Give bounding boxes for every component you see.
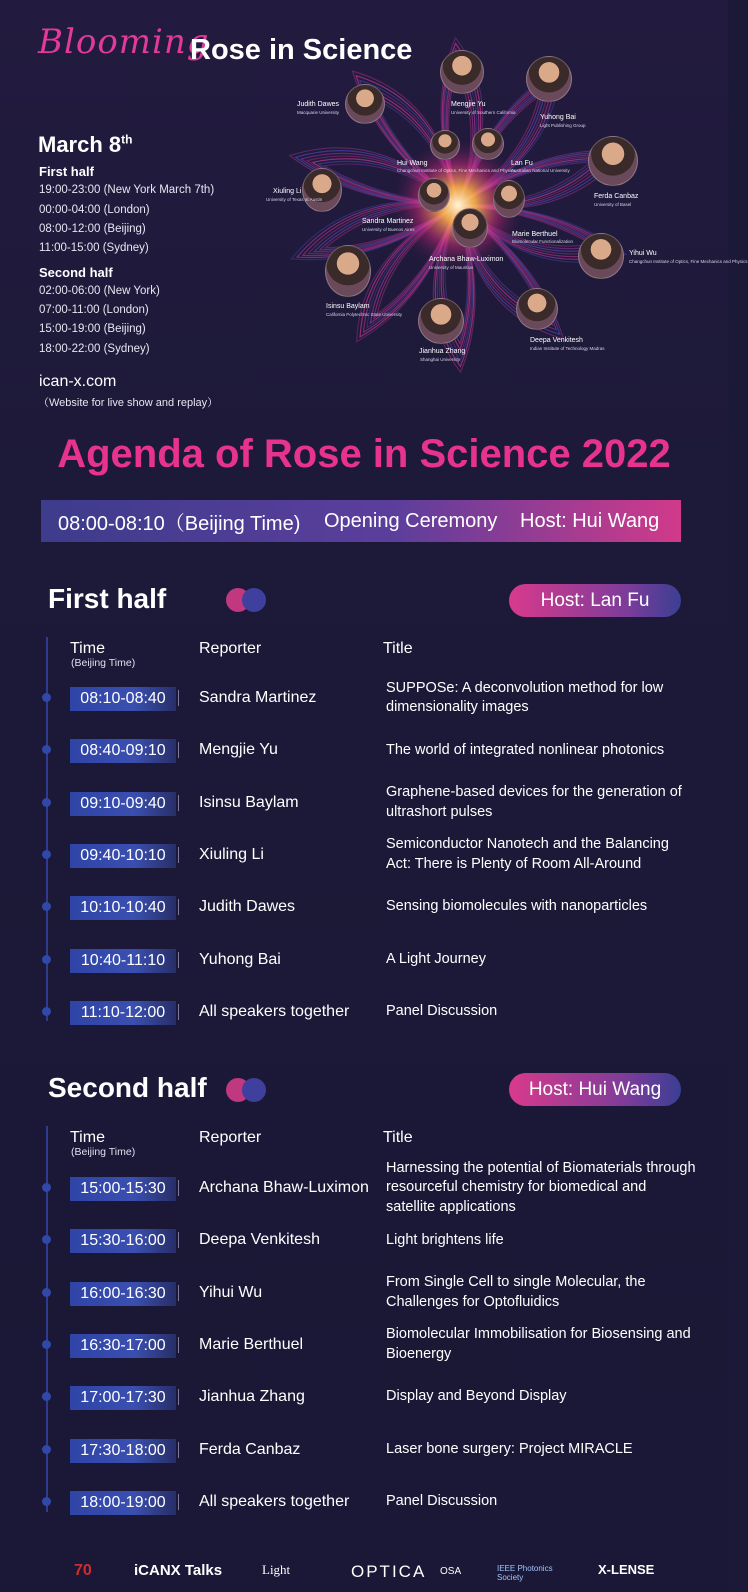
opening-ceremony-bar bbox=[41, 500, 681, 542]
logo-icanx-talks: iCANX Talks bbox=[134, 1562, 223, 1579]
speaker-avatar bbox=[578, 233, 624, 279]
row-title: Graphene-based devices for the generation of ultrashort pulses bbox=[386, 784, 682, 820]
row-reporter: Deepa Venkitesh bbox=[199, 1231, 320, 1249]
row-time: 16:30-17:00 bbox=[70, 1334, 176, 1358]
row-time: 18:00-19:00 bbox=[70, 1491, 176, 1515]
timeline-bullet-icon bbox=[42, 1445, 51, 1454]
second-half-title: Second half bbox=[48, 1072, 207, 1103]
agenda-row bbox=[0, 1377, 728, 1417]
speaker-name: Mengjie Yu bbox=[451, 101, 486, 108]
row-separator bbox=[178, 1285, 179, 1301]
website-note: （Website for live show and replay） bbox=[38, 397, 219, 409]
speaker-avatar bbox=[345, 84, 385, 124]
first-half-line: 19:00-23:00 (New York March 7th) bbox=[39, 184, 215, 196]
row-separator bbox=[178, 1389, 179, 1405]
timeline-bullet-icon bbox=[42, 798, 51, 807]
speaker-name: Archana Bhaw-Luximon bbox=[429, 256, 504, 263]
second-half-label: Second half bbox=[39, 265, 113, 280]
timeline-bullet-icon bbox=[42, 1288, 51, 1297]
col-time-subheader: (Beijing Time) bbox=[71, 657, 136, 669]
agenda-row bbox=[0, 887, 728, 927]
speaker-affiliation: Changchun Institute of Optics, Fine Mechanics and Physics bbox=[397, 168, 516, 173]
col-title-header: Title bbox=[383, 1129, 413, 1146]
row-time: 08:10-08:40 bbox=[70, 687, 176, 711]
timeline-bullet-icon bbox=[42, 1392, 51, 1401]
first-half-label: First half bbox=[39, 164, 94, 179]
timeline-bullet-icon bbox=[42, 850, 51, 859]
row-reporter: Sandra Martinez bbox=[199, 689, 317, 706]
row-title: SUPPOSe: A deconvolution method for low dimensionality images bbox=[386, 679, 664, 715]
row-separator bbox=[178, 1442, 179, 1458]
second-half-line: 02:00-06:00 (New York) bbox=[39, 285, 160, 297]
timeline-bullet-icon bbox=[42, 693, 51, 702]
row-reporter: Yuhong Bai bbox=[199, 950, 281, 968]
speaker-name: Yuhong Bai bbox=[540, 114, 576, 121]
row-title: Light brightens life bbox=[386, 1231, 504, 1248]
row-title: Sensing biomolecules with nanoparticles bbox=[386, 898, 648, 915]
row-reporter: Archana Bhaw-Luximon bbox=[199, 1179, 369, 1196]
logo-70: 70 bbox=[74, 1562, 92, 1579]
speaker-name: Ferda Canbaz bbox=[594, 193, 639, 200]
row-reporter: Mengjie Yu bbox=[199, 741, 278, 759]
row-title: Panel Discussion bbox=[386, 1003, 498, 1020]
row-title: Laser bone surgery: Project MIRACLE bbox=[386, 1440, 633, 1457]
speaker-name: Jianhua Zhang bbox=[419, 348, 466, 355]
speaker-name: Isinsu Baylam bbox=[326, 303, 370, 310]
speaker-affiliation: University of Texas at Austin bbox=[266, 197, 323, 202]
speaker-affiliation: University of Mauritius bbox=[429, 265, 474, 270]
speaker-avatar bbox=[430, 130, 460, 160]
speaker-affiliation: Indian Institute of Technology Madras bbox=[530, 346, 605, 351]
timeline-bullet-icon bbox=[42, 1183, 51, 1192]
row-title: Biomolecular Immobilisation for Biosensing and Bioenergy bbox=[386, 1326, 691, 1362]
agenda-row bbox=[0, 730, 728, 770]
timeline-bullet-icon bbox=[42, 1007, 51, 1016]
speaker-name: Lan Fu bbox=[511, 160, 533, 167]
row-time: 09:10-09:40 bbox=[70, 792, 176, 816]
logo-light: Light bbox=[262, 1562, 291, 1577]
row-title: Semiconductor Nanotech and the Balancing Act: There is Plenty of Room All-Around bbox=[386, 836, 669, 872]
speaker-affiliation: University of Southern California bbox=[451, 110, 516, 115]
col-reporter-header: Reporter bbox=[199, 640, 262, 657]
speaker-name: Marie Berthuel bbox=[512, 231, 558, 238]
website-link[interactable]: ican-x.com bbox=[39, 373, 117, 390]
row-time: 09:40-10:10 bbox=[70, 844, 176, 868]
logo-osa: OSA bbox=[440, 1566, 462, 1577]
agenda-row bbox=[0, 835, 728, 875]
col-title-header: Title bbox=[383, 640, 413, 657]
row-reporter: All speakers together bbox=[199, 1492, 350, 1510]
speaker-avatar bbox=[472, 128, 504, 160]
logo-ieee-photonics: IEEE Photonics Society bbox=[497, 1564, 553, 1582]
row-reporter: Yihui Wu bbox=[199, 1283, 263, 1301]
row-title: Panel Discussion bbox=[386, 1493, 498, 1510]
row-time: 10:40-11:10 bbox=[70, 949, 176, 973]
row-title: A Light Journey bbox=[386, 950, 486, 967]
row-separator bbox=[178, 690, 179, 706]
section-dots-icon bbox=[226, 1078, 270, 1102]
speaker-affiliation: Light Publishing Group bbox=[540, 123, 586, 128]
opening-label: Opening Ceremony bbox=[324, 509, 498, 532]
row-separator bbox=[178, 1494, 179, 1510]
row-reporter: Marie Berthuel bbox=[199, 1335, 304, 1353]
logo-x-lense: X-LENSE bbox=[598, 1562, 655, 1577]
row-time: 16:00-16:30 bbox=[70, 1282, 176, 1306]
speaker-avatar bbox=[418, 178, 450, 212]
row-title: Display and Beyond Display bbox=[386, 1388, 567, 1405]
opening-host: Host: Hui Wang bbox=[520, 509, 660, 532]
speaker-avatar bbox=[302, 168, 342, 212]
agenda-row bbox=[0, 1159, 728, 1215]
speaker-affiliation: Changchun Institute of Optics, Fine Mechanics and Physics bbox=[629, 259, 748, 264]
agenda-row bbox=[0, 992, 728, 1032]
row-reporter: Jianhua Zhang bbox=[199, 1388, 305, 1406]
timeline-bullet-icon bbox=[42, 1340, 51, 1349]
row-time: 15:30-16:00 bbox=[70, 1229, 176, 1253]
speaker-avatar bbox=[418, 298, 464, 344]
logo-title: Rose in Science bbox=[190, 34, 413, 66]
speaker-affiliation: University of Basel bbox=[594, 202, 632, 207]
speaker-affiliation: Australian National University bbox=[511, 168, 570, 173]
speaker-affiliation: Macquarie University bbox=[297, 110, 340, 115]
agenda-row bbox=[0, 1273, 728, 1313]
row-time: 17:30-18:00 bbox=[70, 1439, 176, 1463]
speaker-name: Yihui Wu bbox=[629, 250, 657, 257]
speaker-affiliation: Shanghai University bbox=[420, 357, 461, 362]
speaker-affiliation: California Polytechnic State University bbox=[326, 312, 403, 317]
speaker-name: Sandra Martinez bbox=[362, 218, 414, 225]
row-separator bbox=[178, 952, 179, 968]
speaker-name: Judith Dawes bbox=[297, 101, 340, 108]
agenda-row bbox=[0, 1220, 728, 1260]
row-time: 08:40-09:10 bbox=[70, 739, 176, 763]
row-reporter: Ferda Canbaz bbox=[199, 1440, 301, 1458]
row-title: Harnessing the potential of Biomaterials through resourceful chemistry for biomedical and satellite applications bbox=[386, 1159, 696, 1215]
logo-optica: OPTICA bbox=[351, 1562, 427, 1581]
row-separator bbox=[178, 1004, 179, 1020]
speaker-avatar bbox=[526, 56, 572, 102]
agenda-row bbox=[0, 1325, 728, 1365]
speaker-name: Xiuling Li bbox=[273, 188, 302, 195]
agenda-row bbox=[0, 783, 728, 823]
row-title: From Single Cell to single Molecular, the Challenges for Optofluidics bbox=[386, 1274, 646, 1310]
row-title: The world of integrated nonlinear photonics bbox=[386, 741, 665, 758]
event-date: March 8th bbox=[38, 132, 133, 157]
timeline-bullet-icon bbox=[42, 745, 51, 754]
speaker-avatar bbox=[325, 245, 371, 297]
row-time: 17:00-17:30 bbox=[70, 1386, 176, 1410]
second-half-line: 15:00-19:00 (Beijing) bbox=[39, 323, 146, 335]
speaker-avatar bbox=[440, 50, 484, 94]
row-separator bbox=[178, 899, 179, 915]
speaker-name: Hui Wang bbox=[397, 160, 428, 167]
timeline-bullet-icon bbox=[42, 902, 51, 911]
speaker-name: Deepa Venkitesh bbox=[530, 337, 583, 344]
row-separator bbox=[178, 795, 179, 811]
row-separator bbox=[178, 1337, 179, 1353]
row-reporter: All speakers together bbox=[199, 1002, 350, 1020]
row-time: 15:00-15:30 bbox=[70, 1177, 176, 1201]
speaker-avatar bbox=[588, 136, 638, 186]
opening-time: 08:00-08:10（Beijing Time) bbox=[58, 512, 301, 535]
speaker-affiliation: Biomolecular Functionalization bbox=[512, 239, 574, 244]
first-half-title: First half bbox=[48, 583, 167, 614]
first-half-line: 00:00-04:00 (London) bbox=[39, 204, 150, 216]
speaker-avatar bbox=[493, 180, 525, 218]
row-time: 10:10-10:40 bbox=[70, 896, 176, 920]
timeline-bullet-icon bbox=[42, 955, 51, 964]
logo-script-blooming: Blooming bbox=[38, 22, 210, 62]
sponsor-logos bbox=[0, 1552, 728, 1592]
first-half-line: 11:00-15:00 (Sydney) bbox=[39, 242, 149, 254]
row-time: 11:10-12:00 bbox=[70, 1001, 176, 1025]
timeline-bullet-icon bbox=[42, 1497, 51, 1506]
second-half-line: 18:00-22:00 (Sydney) bbox=[39, 343, 150, 355]
speaker-avatar bbox=[452, 208, 488, 248]
agenda-row bbox=[0, 1482, 728, 1522]
hero-section bbox=[0, 0, 748, 415]
agenda-title: Agenda of Rose in Science 2022 bbox=[57, 432, 671, 476]
second-half-host: Host: Hui Wang bbox=[509, 1073, 681, 1106]
row-separator bbox=[178, 847, 179, 863]
row-separator bbox=[178, 1180, 179, 1196]
row-reporter: Judith Dawes bbox=[199, 898, 296, 916]
col-time-header: Time bbox=[70, 640, 105, 657]
speaker-avatar bbox=[516, 288, 558, 330]
agenda-row bbox=[0, 1430, 728, 1470]
row-reporter: Isinsu Baylam bbox=[199, 793, 299, 811]
row-separator bbox=[178, 1232, 179, 1248]
timeline-bullet-icon bbox=[42, 1235, 51, 1244]
row-reporter: Xiuling Li bbox=[199, 845, 264, 863]
col-time-header: Time bbox=[70, 1129, 105, 1146]
first-half-host: Host: Lan Fu bbox=[509, 584, 681, 617]
col-reporter-header: Reporter bbox=[199, 1129, 262, 1146]
agenda-row bbox=[0, 678, 728, 718]
col-time-subheader: (Beijing Time) bbox=[71, 1146, 136, 1158]
speaker-affiliation: University of Buenos Aires bbox=[362, 227, 415, 232]
second-half-line: 07:00-11:00 (London) bbox=[39, 304, 149, 316]
agenda-row bbox=[0, 940, 728, 980]
first-half-line: 08:00-12:00 (Beijing) bbox=[39, 223, 146, 235]
section-dots-icon bbox=[226, 588, 270, 612]
row-separator bbox=[178, 742, 179, 758]
